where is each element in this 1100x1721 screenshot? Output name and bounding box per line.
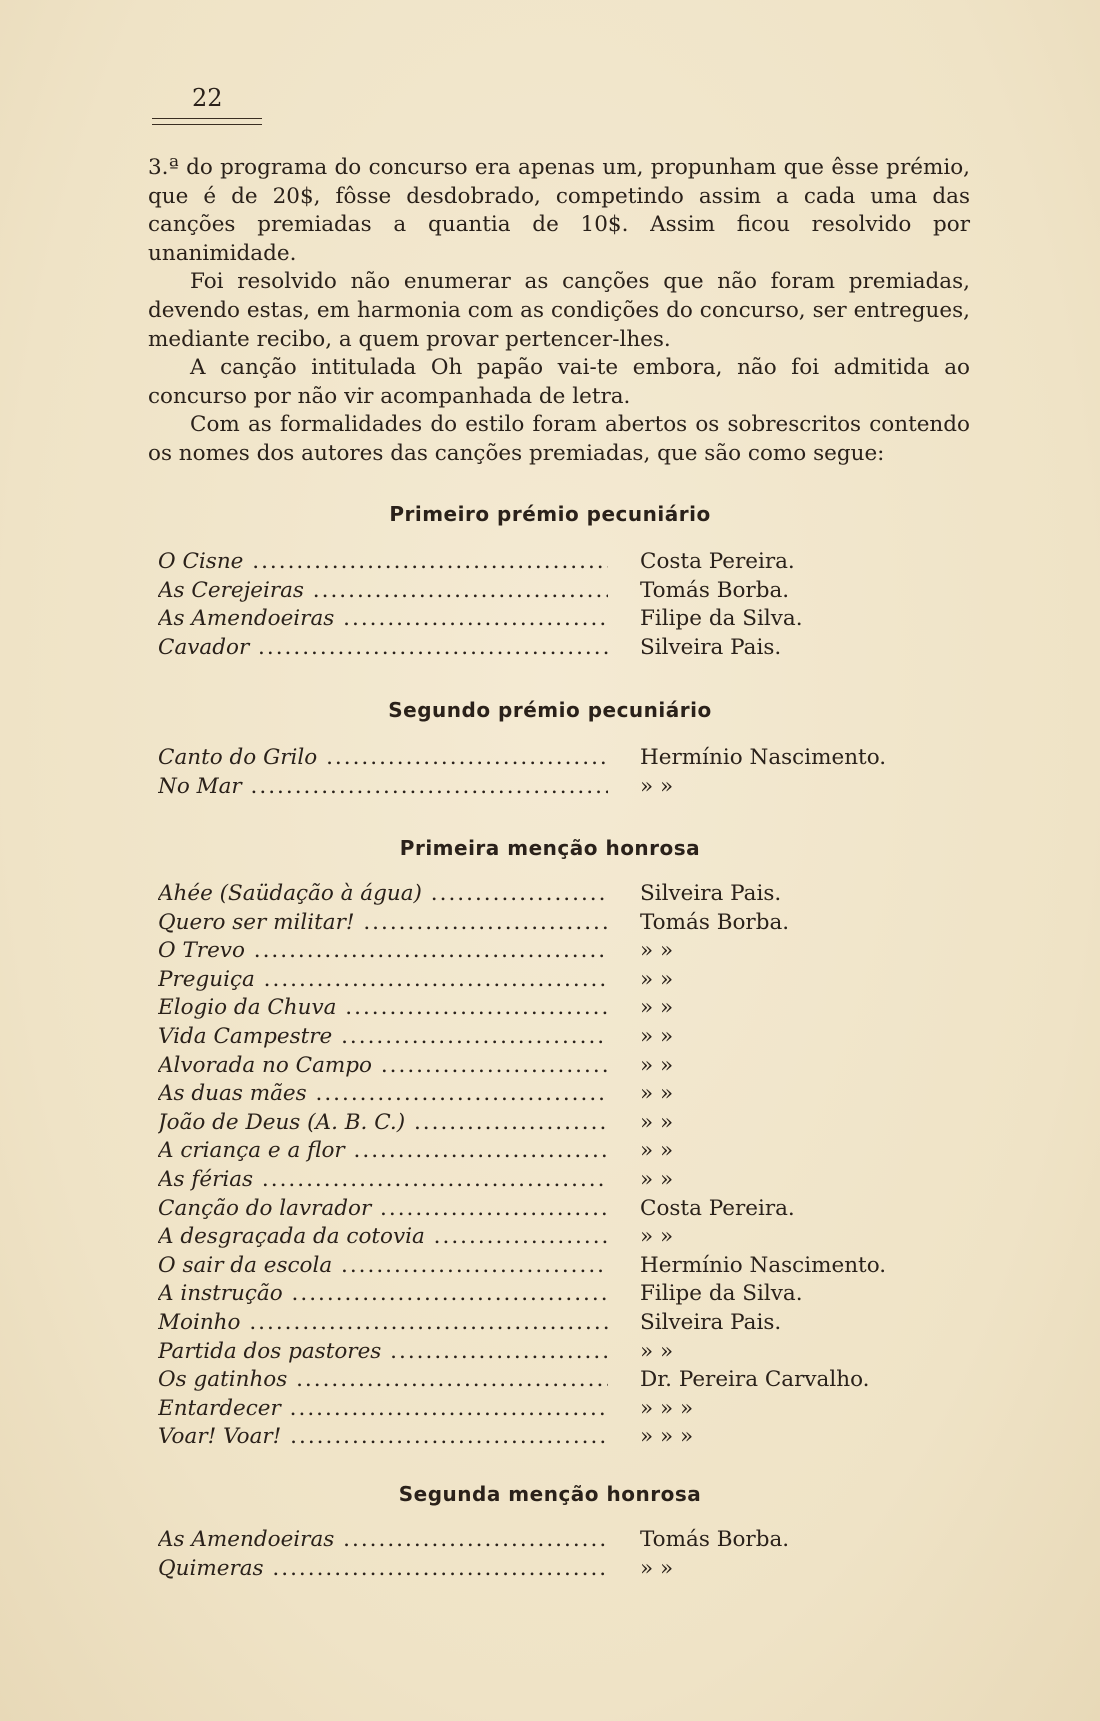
song-title: O sair da escola ..... — [158, 1252, 608, 1281]
song-title: O Cisne ..... — [158, 548, 608, 577]
author: Filipe da Silva. — [640, 606, 803, 632]
list-item — [158, 1526, 938, 1555]
author: Tomás Borba. — [640, 909, 790, 935]
author: » » — [640, 1338, 674, 1364]
list-item — [158, 1080, 938, 1109]
song-title: A instrução ..... — [158, 1280, 608, 1309]
song-title: As férias ..... — [158, 1166, 608, 1195]
list-item — [158, 744, 938, 773]
list-item — [158, 773, 938, 802]
list-item — [158, 1555, 938, 1584]
page-number: 22 — [192, 84, 223, 112]
paragraph: A canção intitulada Oh papão vai-te embora, não foi admitida ao concurso por não vir acompanhada de letra. — [148, 355, 970, 409]
author: » » — [640, 1023, 674, 1049]
song-title: João de Deus (A. B. C.) ..... — [158, 1109, 608, 1138]
song-title: Moinho ..... — [158, 1309, 608, 1338]
author: Silveira Pais. — [640, 881, 782, 906]
entry-list — [158, 1526, 938, 1583]
song-title: Entardecer ..... — [158, 1395, 608, 1424]
list-item — [158, 1309, 938, 1338]
author: » » — [640, 966, 674, 992]
song-title: As Cerejeiras ..... — [158, 577, 608, 606]
author: Silveira Pais. — [640, 634, 782, 660]
list-item — [158, 1195, 938, 1224]
list-item — [158, 966, 938, 995]
list-item — [158, 634, 938, 663]
list-item — [158, 1052, 938, 1081]
author: » » — [640, 1109, 674, 1135]
song-title: Partida dos pastores ..... — [158, 1338, 608, 1367]
list-item — [158, 1023, 938, 1052]
song-title: Alvorada no Campo ..... — [158, 1052, 608, 1081]
author: Hermínio Nascimento. — [640, 745, 887, 770]
author: » » — [640, 1166, 674, 1192]
author: » » — [640, 1224, 674, 1250]
section-title: Primeira menção honrosa — [399, 836, 701, 860]
author: Costa Pereira. — [640, 549, 795, 574]
author: Tomás Borba. — [640, 577, 790, 603]
song-title: O Trevo ..... — [158, 937, 608, 966]
list-item — [158, 548, 938, 577]
author: » » — [640, 773, 674, 799]
song-title: A desgraçada da cotovia ..... — [158, 1223, 608, 1252]
song-title: Quimeras ..... — [158, 1555, 608, 1584]
body-text — [148, 154, 970, 469]
author: » » — [640, 1081, 674, 1107]
author: » » » — [640, 1424, 694, 1450]
list-item — [158, 909, 938, 938]
paragraph: Com as formalidades do estilo foram abertos os sobrescritos contendo os nomes dos autores das canções premiadas, que são como segue: — [148, 412, 970, 466]
author: » » — [640, 995, 674, 1021]
author: » » » — [640, 1395, 694, 1421]
list-item — [158, 880, 938, 909]
author: Costa Pereira. — [640, 1195, 795, 1221]
list-item — [158, 1338, 938, 1367]
song-title: Voar! Voar! ..... — [158, 1423, 608, 1452]
author: Hermínio Nascimento. — [640, 1252, 887, 1278]
list-item — [158, 1109, 938, 1138]
list-item — [158, 577, 938, 606]
entry-list — [158, 744, 938, 801]
author: Filipe da Silva. — [640, 1281, 803, 1307]
song-title: Cavador ..... — [158, 634, 608, 663]
song-title: A criança e a flor ..... — [158, 1137, 608, 1166]
list-item — [158, 1366, 938, 1395]
paragraph: 3.ª do programa do concurso era apenas um, propunham que êsse prémio, que é de 20$, fôsse desdobrado, competindo assim a cada uma das canções premiadas a quantia de 10$. Assim ficou resolvido por unanimidade. — [148, 155, 970, 266]
entry-list — [158, 880, 938, 1452]
author: » » — [640, 1555, 674, 1581]
list-item — [158, 1223, 938, 1252]
author: Dr. Pereira Carvalho. — [640, 1367, 870, 1393]
section-title: Segundo prémio pecuniário — [388, 698, 712, 722]
author: » » — [640, 1138, 674, 1164]
song-title: Canto do Grilo ..... — [158, 744, 608, 773]
list-item — [158, 1166, 938, 1195]
song-title: As Amendoeiras ..... — [158, 1526, 608, 1555]
song-title: Canção do lavrador ..... — [158, 1195, 608, 1224]
author: Silveira Pais. — [640, 1309, 782, 1335]
song-title: Vida Campestre ..... — [158, 1023, 608, 1052]
list-item — [158, 1423, 938, 1452]
header-rule — [152, 124, 262, 125]
song-title: Os gatinhos ..... — [158, 1366, 608, 1395]
list-item — [158, 1252, 938, 1281]
author: Tomás Borba. — [640, 1527, 790, 1552]
author: » » — [640, 1052, 674, 1078]
song-title: Preguiça ..... — [158, 966, 608, 995]
list-item — [158, 1280, 938, 1309]
list-item — [158, 1137, 938, 1166]
entry-list — [158, 548, 938, 662]
author: » » — [640, 938, 674, 964]
paragraph: Foi resolvido não enumerar as canções que não foram premiadas, devendo estas, em harmonia com as condições do concurso, ser entregues, mediante recibo, a quem provar pertencer-lhes. — [148, 269, 970, 352]
list-item — [158, 937, 938, 966]
header-rule — [152, 118, 262, 119]
song-title: As duas mães ..... — [158, 1080, 608, 1109]
list-item — [158, 1395, 938, 1424]
song-title: No Mar ..... — [158, 773, 608, 802]
list-item — [158, 605, 938, 634]
song-title: Quero ser militar! ..... — [158, 909, 608, 938]
list-item — [158, 994, 938, 1023]
section-title: Primeiro prémio pecuniário — [389, 502, 711, 526]
song-title: Ahée (Saüdação à água) ..... — [158, 880, 608, 909]
section-title: Segunda menção honrosa — [398, 1482, 702, 1506]
song-title: As Amendoeiras ..... — [158, 605, 608, 634]
song-title: Elogio da Chuva ..... — [158, 994, 608, 1023]
